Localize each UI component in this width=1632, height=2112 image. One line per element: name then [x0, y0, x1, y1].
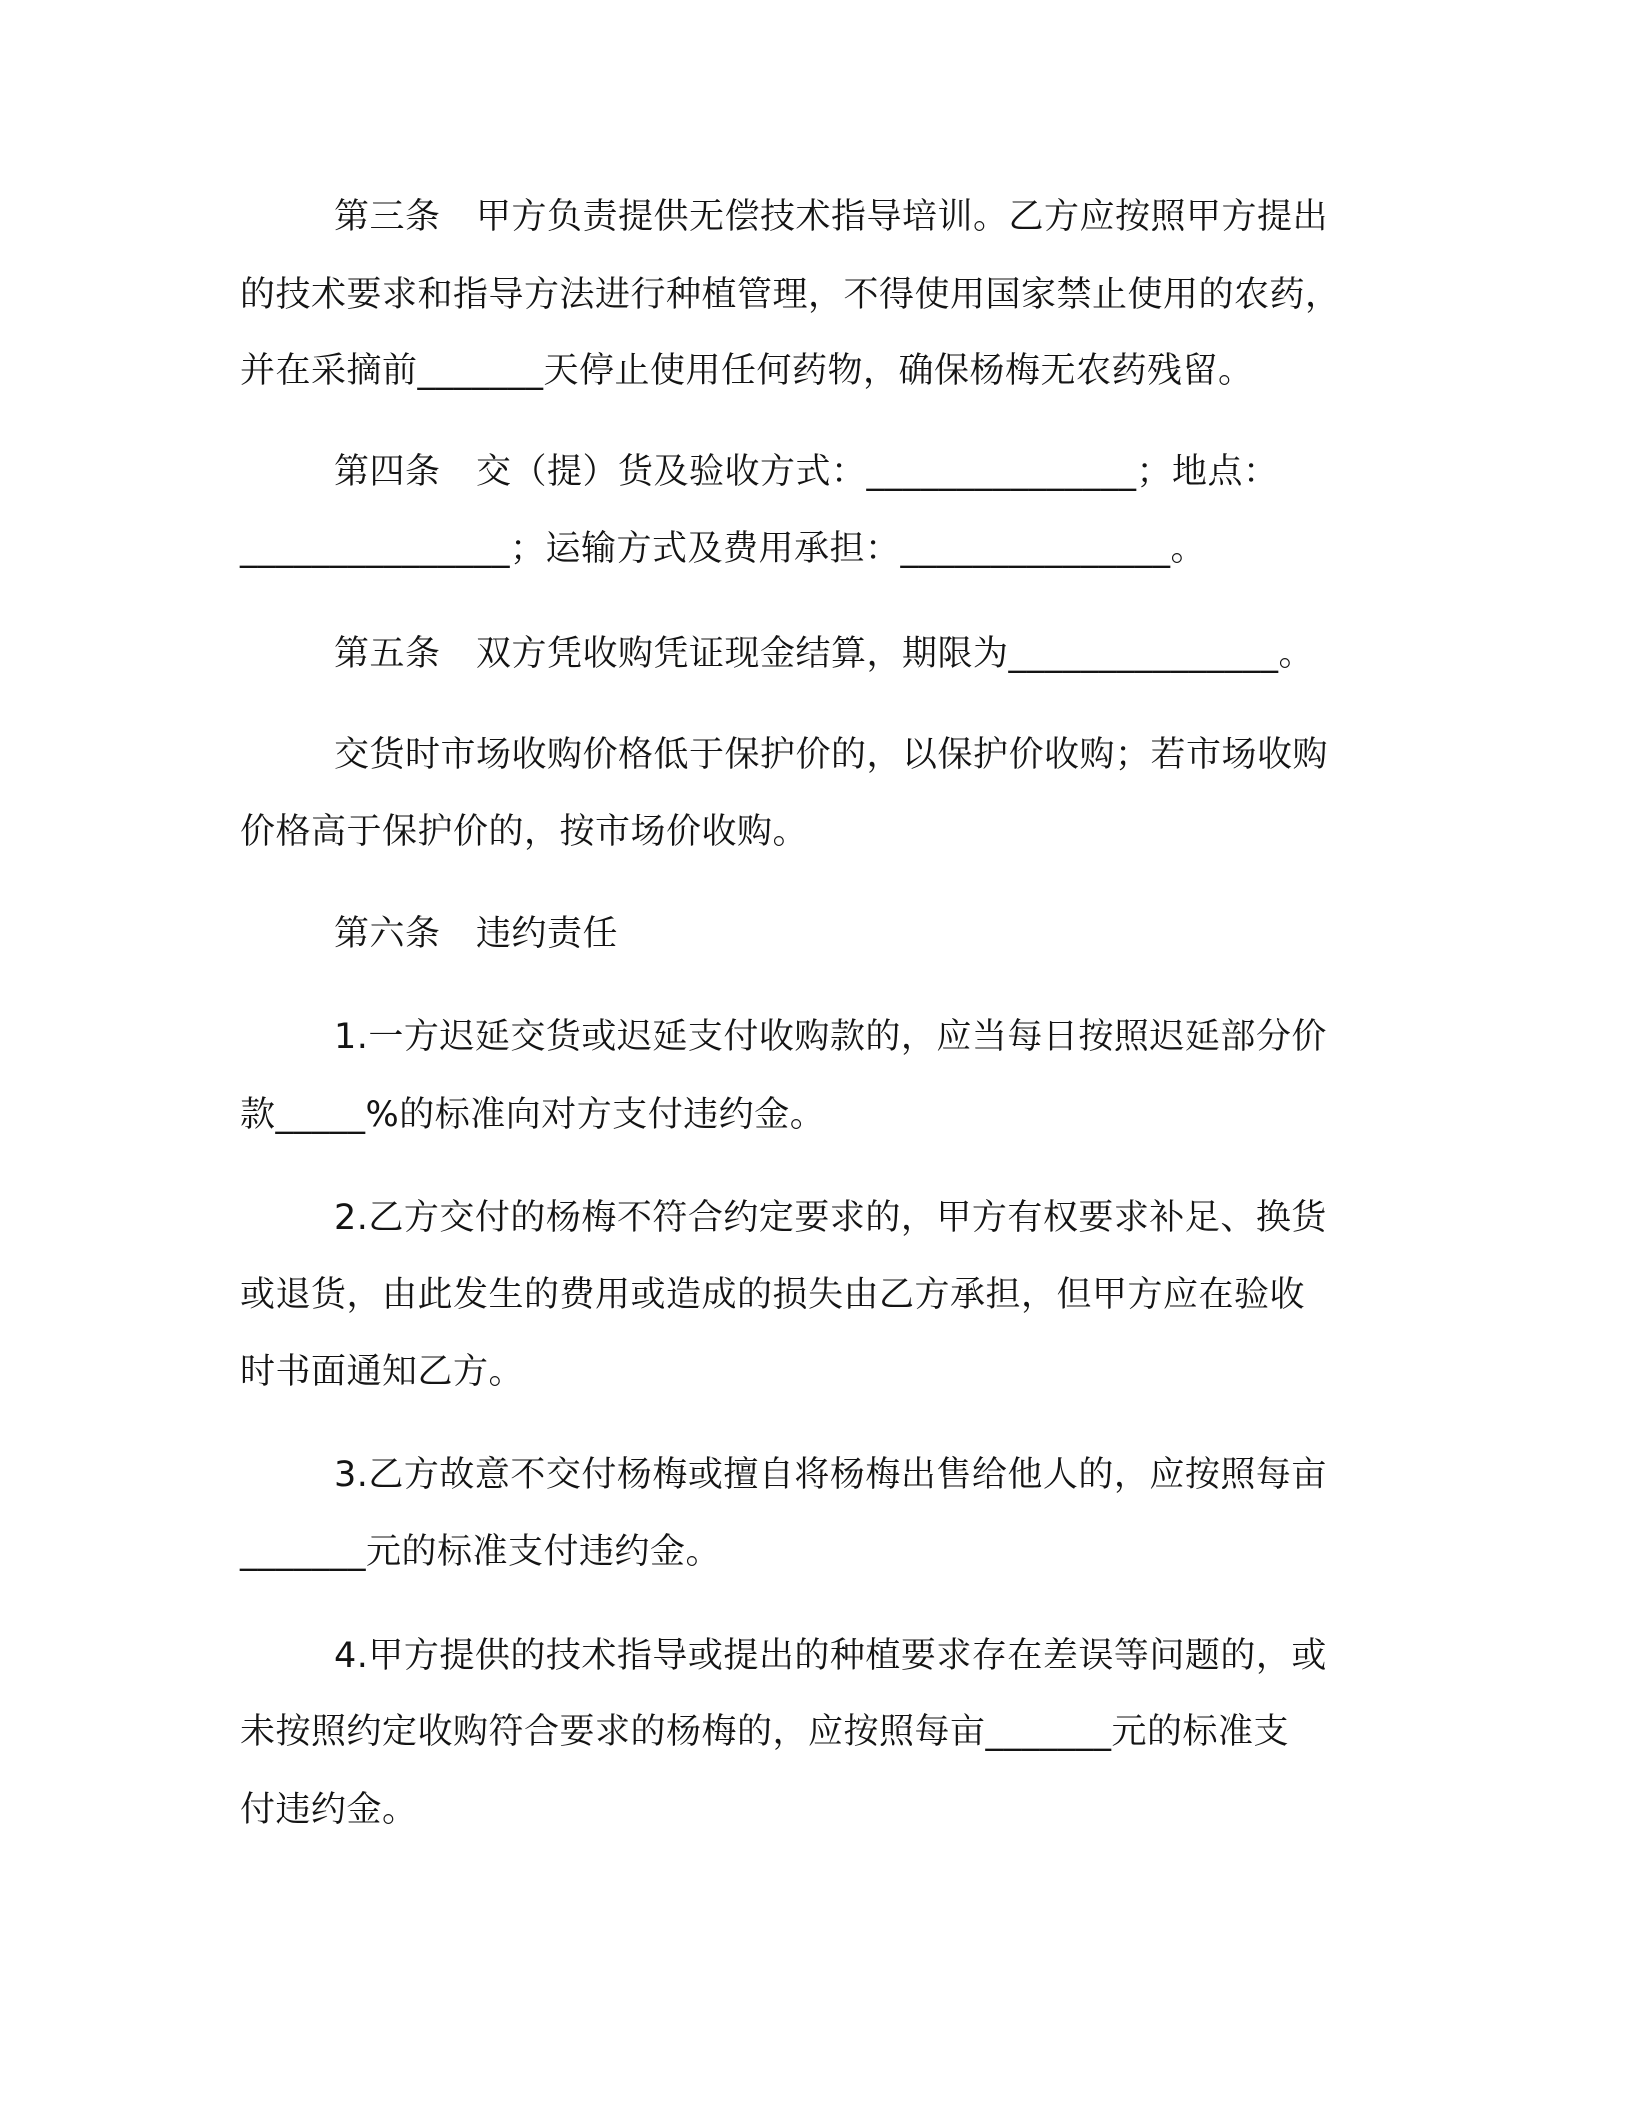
- item-3-line-1: 3.乙方故意不交付杨梅或擅自将杨梅出售给他人的，应按照每亩: [334, 1455, 1327, 1495]
- article-4-line-2: _______________；运输方式及费用承担：_______________。: [240, 529, 1207, 569]
- article-6-heading: 第六条 违约责任: [334, 914, 619, 954]
- article-4-line-1: 第四条 交（提）货及验收方式：_______________；地点：: [334, 452, 1279, 492]
- item-2-line-1: 2.乙方交付的杨梅不符合约定要求的，甲方有权要求补足、换货: [334, 1198, 1327, 1238]
- item-2-line-2: 或退货，由此发生的费用或造成的损失由乙方承担，但甲方应在验收: [240, 1275, 1306, 1315]
- article-3-line-3: 并在采摘前_______天停止使用任何药物，确保杨梅无农药残留。: [240, 351, 1254, 391]
- item-4-line-2: 未按照约定收购符合要求的杨梅的，应按照每亩_______元的标准支: [240, 1712, 1290, 1752]
- item-3-line-2: _______元的标准支付违约金。: [240, 1532, 722, 1572]
- item-4-line-1: 4.甲方提供的技术指导或提出的种植要求存在差误等问题的，或: [334, 1636, 1327, 1676]
- article-3-line-1: 第三条 甲方负责提供无偿技术指导培训。乙方应按照甲方提出: [334, 197, 1329, 237]
- article-3-line-2: 的技术要求和指导方法进行种植管理，不得使用国家禁止使用的农药，: [240, 275, 1341, 315]
- price-clause-line-1: 交货时市场收购价格低于保护价的，以保护价收购；若市场收购: [334, 735, 1329, 775]
- price-clause-line-2: 价格高于保护价的，按市场价收购。: [240, 812, 809, 852]
- item-1-line-2: 款_____%的标准向对方支付违约金。: [240, 1095, 826, 1135]
- article-5-line-1: 第五条 双方凭收购凭证现金结算，期限为_______________。: [334, 634, 1315, 674]
- item-2-line-3: 时书面通知乙方。: [240, 1352, 525, 1392]
- item-1-line-1: 1.一方迟延交货或迟延支付收购款的，应当每日按照迟延部分价: [334, 1017, 1327, 1057]
- item-4-line-3: 付违约金。: [240, 1790, 418, 1830]
